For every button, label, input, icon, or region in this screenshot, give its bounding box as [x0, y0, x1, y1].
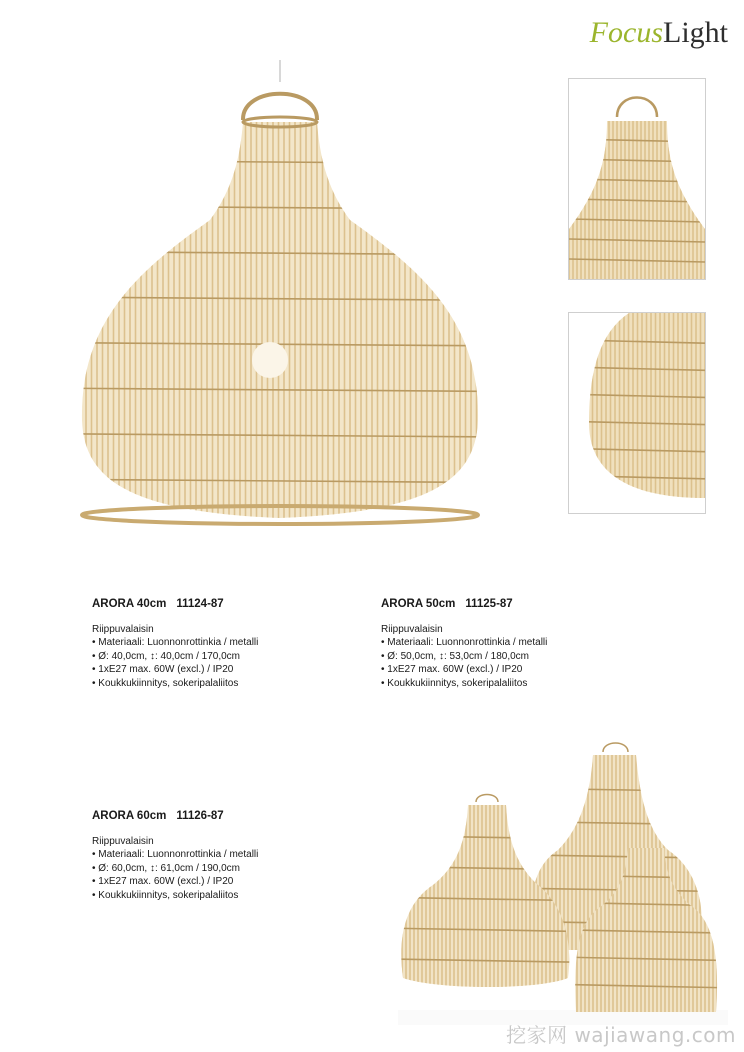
- spec-material: • Materiaali: Luonnonrottinkia / metalli: [381, 636, 547, 650]
- spec-mounting: • Koukkukiinnitys, sokeripalaliitos: [92, 889, 258, 903]
- brand-logo: [590, 18, 728, 48]
- spec-mounting: • Koukkukiinnitys, sokeripalaliitos: [92, 677, 258, 691]
- product-spec-arora-40: [92, 598, 258, 690]
- product-type: Riippuvalaisin: [381, 623, 443, 635]
- detail-top-image: [568, 78, 706, 280]
- brand-logo-light: Light: [663, 16, 728, 49]
- product-type: Riippuvalaisin: [92, 835, 154, 847]
- product-code: 11126-87: [176, 810, 224, 822]
- product-title: [92, 598, 258, 612]
- brand-logo-focus: Focus: [589, 16, 663, 49]
- spec-dimensions: • Ø: 60,0cm, ↕: 61,0cm / 190,0cm: [92, 862, 258, 876]
- product-spec-arora-50: [381, 598, 547, 690]
- lamp-group-image: [398, 740, 728, 1025]
- detail-bottom-image: [568, 312, 706, 514]
- spec-list: [381, 636, 547, 690]
- product-type: Riippuvalaisin: [92, 623, 154, 635]
- product-name: ARORA 60cm: [92, 810, 167, 822]
- spec-bulb: • 1xE27 max. 60W (excl.) / IP20: [381, 663, 547, 677]
- spec-dimensions: • Ø: 50,0cm, ↕: 53,0cm / 180,0cm: [381, 650, 547, 664]
- spec-material: • Materiaali: Luonnonrottinkia / metalli: [92, 636, 258, 650]
- spec-material: • Materiaali: Luonnonrottinkia / metalli: [92, 848, 258, 862]
- product-code: 11125-87: [465, 598, 513, 610]
- spec-dimensions: • Ø: 40,0cm, ↕: 40,0cm / 170,0cm: [92, 650, 258, 664]
- product-name: ARORA 50cm: [381, 598, 456, 610]
- product-name: ARORA 40cm: [92, 598, 167, 610]
- spec-bulb: • 1xE27 max. 60W (excl.) / IP20: [92, 663, 258, 677]
- spec-list: [92, 848, 258, 902]
- product-code: 11124-87: [176, 598, 224, 610]
- spec-mounting: • Koukkukiinnitys, sokeripalaliitos: [381, 677, 547, 691]
- product-title: [381, 598, 547, 612]
- product-title: [92, 810, 258, 824]
- product-spec-arora-60: [92, 810, 258, 902]
- spec-bulb: • 1xE27 max. 60W (excl.) / IP20: [92, 875, 258, 889]
- spec-list: [92, 636, 258, 690]
- hero-lamp-image: [60, 60, 500, 540]
- watermark-text: 挖家网 wajiawang.com: [506, 1023, 736, 1047]
